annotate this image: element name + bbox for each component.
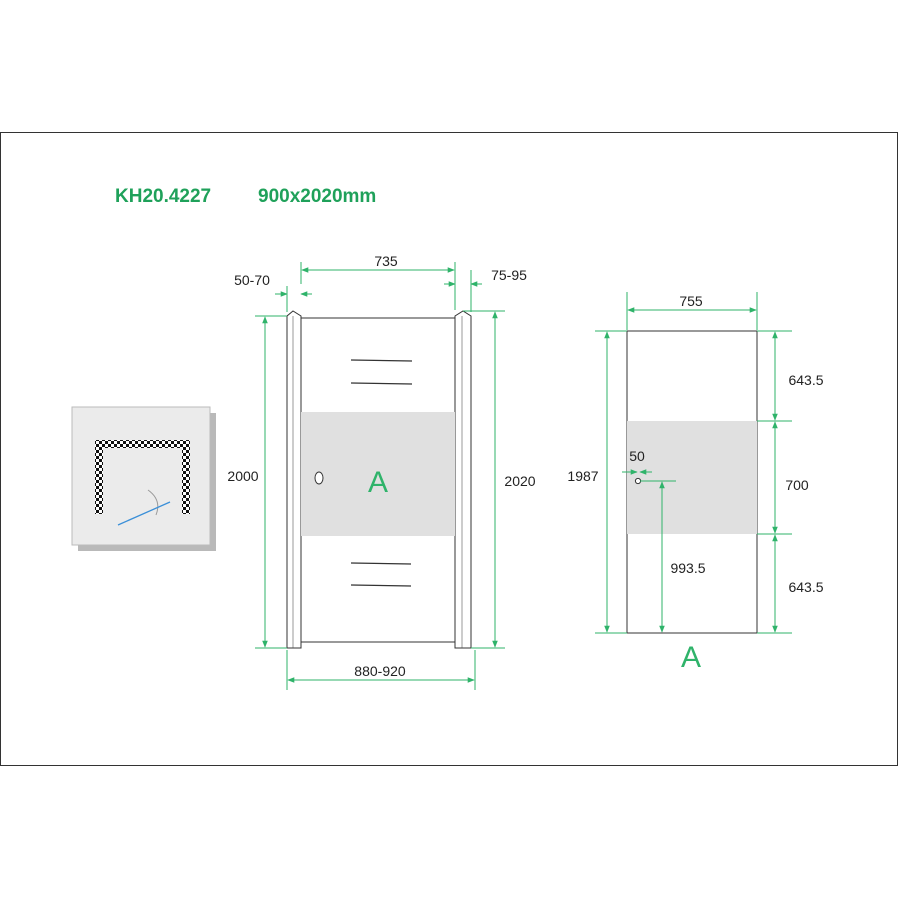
overall-size: 900x2020mm <box>258 186 377 207</box>
dim-bottom-width: 880-920 <box>354 663 406 679</box>
panel-knob <box>635 478 640 483</box>
glass-type-label-front: A <box>367 466 389 499</box>
front-view <box>227 253 535 690</box>
dim-panel-width: 755 <box>679 293 703 309</box>
dim-bottom-section: 643.5 <box>788 579 824 595</box>
dim-height-outer: 2020 <box>504 473 536 489</box>
panel-view <box>567 292 823 674</box>
panel-frosted-band <box>627 421 757 534</box>
tiled-enclosure-plan-icon <box>72 407 216 551</box>
glass-type-label-panel: A <box>680 641 702 674</box>
model-number: KH20.4227 <box>115 186 212 207</box>
dim-top-section: 643.5 <box>788 372 824 388</box>
dim-handle-offset: 50 <box>629 448 645 464</box>
door-knob <box>315 472 323 484</box>
dim-total-height: 1987 <box>567 468 599 484</box>
dim-middle-band: 700 <box>785 477 809 493</box>
dim-right-gap: 75-95 <box>491 267 527 283</box>
dim-left-gap: 50-70 <box>234 272 270 288</box>
dim-top-width: 735 <box>374 253 398 269</box>
dim-height-inner: 2000 <box>227 468 259 484</box>
dim-handle-height: 993.5 <box>670 560 706 576</box>
